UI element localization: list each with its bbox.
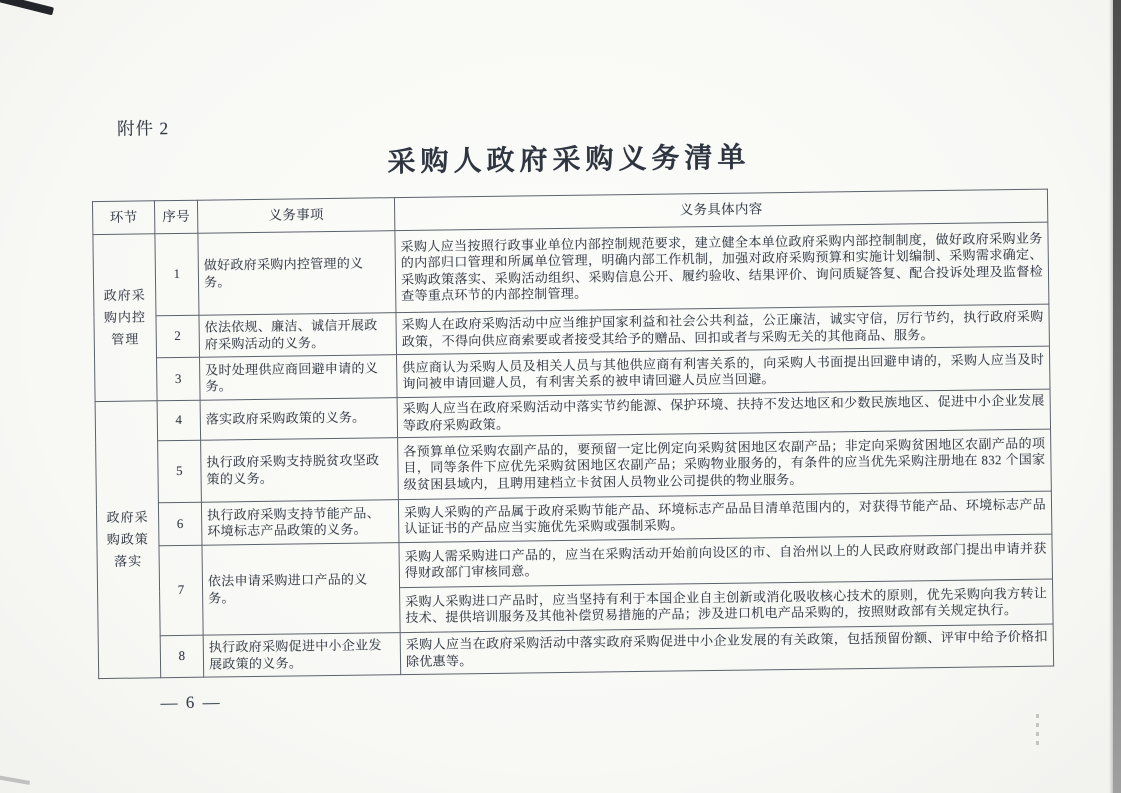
row-no: 8 [160, 635, 204, 678]
stage-cell: 政府采购政策落实 [95, 401, 161, 679]
col-header-item: 义务事项 [197, 198, 394, 234]
obligation-detail: 采购人应当在政府采购活动中落实政府采购促进中小企业发展的有关政策，包括预留份额、评审中给予价格扣除优惠等。 [400, 624, 1053, 675]
scan-edge-right [1113, 0, 1121, 793]
col-header-no: 序号 [154, 200, 197, 234]
obligation-item: 依法申请采购进口产品的义务。 [202, 543, 400, 636]
obligation-detail: 各预算单位采购农副产品的，要预留一定比例定向采购贫困地区农副产品；非定向采购贫困地区农副产品的项目，同等条件下应优先采购贫困地区农副产品；采购物业服务的，有条件的应当优先采购注册地在 832 个国家级贫困县域内，且聘用建档立卡贫困人员物业公司提供的物业服务。 [398, 429, 1052, 500]
page-title: 采购人政府采购义务清单 [387, 142, 751, 179]
obligation-detail: 采购人在政府采购活动中应当维护国家利益和社会公共利益，公正廉洁，诚实守信，厉行节约，执行政府采购政策，不得向供应商索要或者接受其给予的赠品、回扣或者与采购无关的其他商品、服务。 [396, 304, 1049, 355]
obligation-item: 执行政府采购支持脱贫攻坚政策的义务。 [201, 438, 399, 503]
table-row [93, 222, 1049, 316]
obligations-table [92, 189, 1054, 679]
col-header-detail: 义务具体内容 [394, 189, 1047, 231]
obligation-detail: 采购人采购进口产品时，应当坚持有利于本国企业自主创新或消化吸收核心技术的原则，优先采购向我方转让技术、提供培训服务及其他补偿贸易措施的产品；涉及进口机电产品采购的，按照财政部有关规定执行。 [400, 579, 1054, 633]
obligation-item: 执行政府采购支持节能产品、环境标志产品政策的义务。 [201, 500, 399, 546]
obligation-item: 及时处理供应商回避申请的义务。 [200, 355, 398, 401]
obligation-item: 做好政府采购内控管理的义务。 [198, 231, 396, 316]
obligation-item: 依法依规、廉洁、诚信开展政府采购活动的义务。 [199, 313, 397, 358]
page-number: — 6 — [160, 692, 222, 713]
obligation-detail: 采购人采购的产品属于政府采购节能产品、环境标志产品品目清单范围内的，对获得节能产品、环境标志产品认证证书的产品应当实施优先采购或强制采购。 [398, 491, 1052, 543]
scan-mark-bottom-right [1036, 714, 1039, 748]
obligation-detail: 供应商认为采购人员及相关人员与其他供应商有利害关系的，向采购人书面提出回避申请的，采购人应当及时询问被申请回避人员，有利害关系的被申请回避人员应当回避。 [396, 346, 1050, 398]
obligation-detail: 采购人需采购进口产品的，应当在采购活动开始前向设区的市、自治州以上的人民政府财政部门提出申请并获得财政部门审核同意。 [399, 534, 1053, 588]
row-no: 3 [157, 357, 201, 401]
row-no: 2 [156, 315, 200, 358]
row-no: 7 [159, 545, 203, 636]
obligation-item: 执行政府采购促进中小企业发展政策的义务。 [203, 633, 401, 678]
attachment-label: 附件 2 [116, 118, 170, 139]
obligation-item: 落实政府采购政策的义务。 [200, 398, 398, 441]
row-no: 4 [157, 400, 201, 441]
obligation-detail: 采购人应当按照行政事业单位内部控制规范要求，建立健全本单位政府采购内部控制制度，做好政府采购业务的内部归口管理和所属单位管理，明确内部工作机制，加强对政府采购预算和实施计划编制、采购需求确定、采购政策落实、采购活动组织、采购信息公开、履约验收、结果评价、询问质疑答复、配合投诉处理及监督检查等重点环节的内部控制管理。 [395, 222, 1049, 313]
obligation-detail: 采购人应当在政府采购活动中落实节约能源、保护环境、扶持不发达地区和少数民族地区、促进中小企业发展等政府采购政策。 [397, 389, 1050, 438]
row-no: 6 [158, 502, 202, 546]
col-header-stage: 环节 [92, 201, 154, 235]
row-no: 1 [155, 233, 199, 316]
row-no: 5 [158, 440, 202, 503]
stage-cell: 政府采购内控管理 [93, 234, 157, 402]
